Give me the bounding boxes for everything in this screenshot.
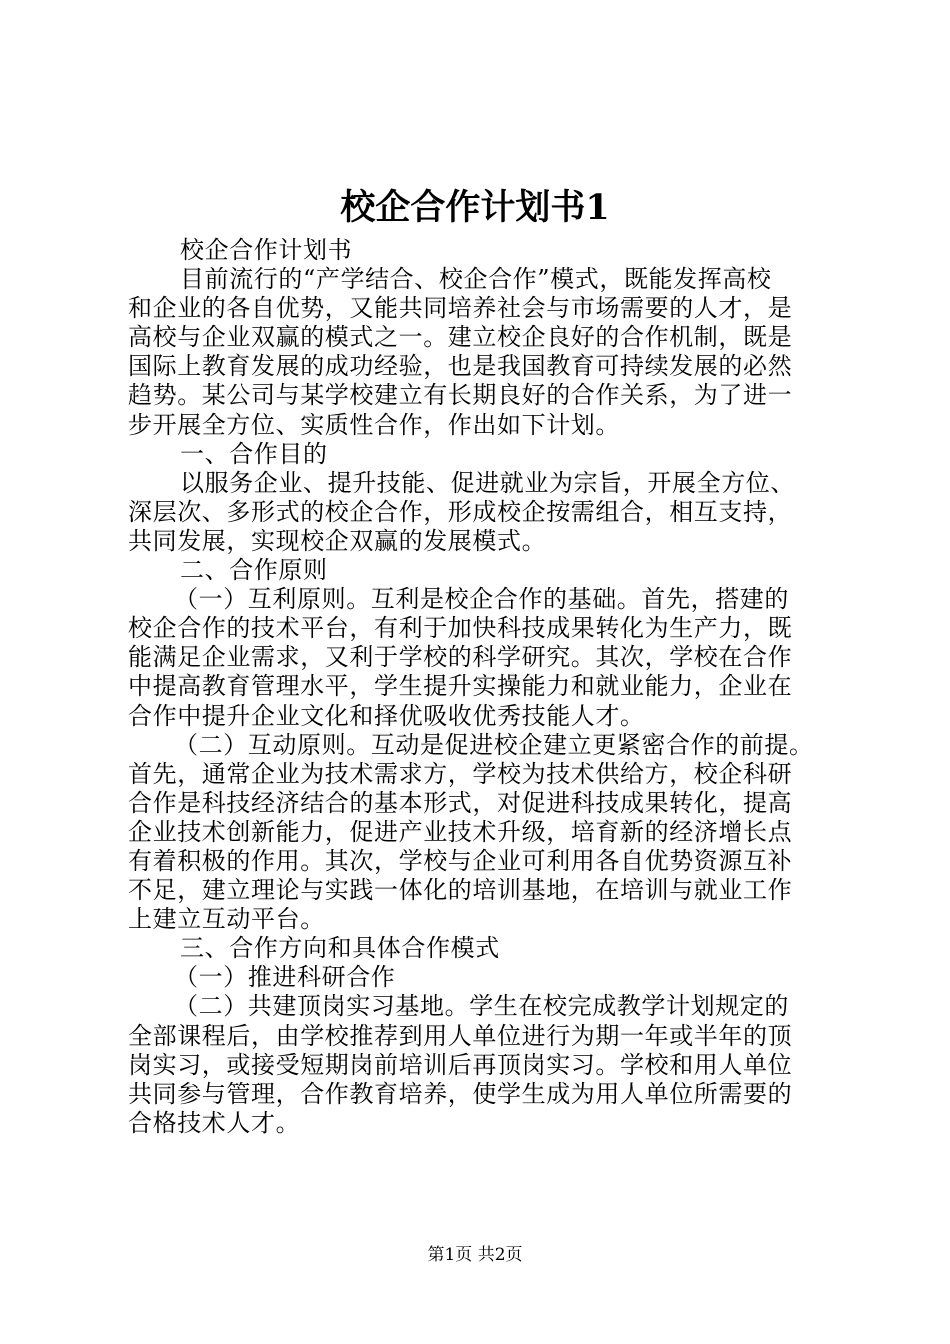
body-line: 目前流行的“产学结合、校企合作”模式，既能发挥高校 [180, 265, 772, 294]
body-line: 共同发展，实现校企双赢的发展模式。 [128, 526, 547, 555]
body-line: 共同参与管理，合作教育培养，使学生成为用人单位所需要的 [128, 1079, 793, 1108]
section-heading: 三、合作方向和具体合作模式 [180, 934, 500, 963]
body-line: （一）互利原则。互利是校企合作的基础。首先，搭建的 [174, 585, 789, 614]
body-line: 校企合作的技术平台，有利于加快科技成果转化为生产力，既 [128, 614, 793, 643]
subsection-heading: （一）推进科研合作 [174, 963, 396, 992]
body-line: 国际上教育发展的成功经验，也是我国教育可持续发展的必然 [128, 352, 793, 381]
body-line: 合作是科技经济结合的基本形式，对促进科技成果转化，提高 [128, 788, 793, 817]
body-line: 以服务企业、提升技能、促进就业为宗旨，开展全方位、 [180, 468, 795, 497]
body-line: 上建立互动平台。 [128, 905, 325, 934]
body-line: 企业技术创新能力，促进产业技术升级，培育新的经济增长点 [128, 817, 793, 846]
body-line: （二）共建顶岗实习基地。学生在校完成教学计划规定的 [174, 992, 789, 1021]
section-heading: 一、合作目的 [180, 439, 328, 468]
body-line: 中提高教育管理水平，学生提升实操能力和就业能力，企业在 [128, 672, 793, 701]
body-line: 全部课程后，由学校推荐到用人单位进行为期一年或半年的顶 [128, 1021, 793, 1050]
body-line: 合格技术人才。 [128, 1108, 301, 1137]
body-line: 深层次、多形式的校企合作，形成校企按需组合，相互支持， [128, 497, 793, 526]
body-line: 步开展全方位、实质性合作，作出如下计划。 [128, 410, 620, 439]
body-line: 高校与企业双赢的模式之一。建立校企良好的合作机制，既是 [128, 323, 793, 352]
body-line: 趋势。某公司与某学校建立有长期良好的合作关系，为了进一 [128, 381, 793, 410]
body-line: （二）互动原则。互动是促进校企建立更紧密合作的前提。 [174, 730, 814, 759]
body-line: 首先，通常企业为技术需求方，学校为技术供给方，校企科研 [128, 759, 793, 788]
body-line: 有着积极的作用。其次，学校与企业可利用各自优势资源互补 [128, 846, 793, 875]
body-line: 合作中提升企业文化和择优吸收优秀技能人才。 [128, 701, 645, 730]
body-line: 和企业的各自优势，又能共同培养社会与市场需要的人才，是 [128, 294, 793, 323]
body-line: 岗实习，或接受短期岗前培训后再顶岗实习。学校和用人单位 [128, 1050, 793, 1079]
document-title: 校企合作计划书1 [340, 187, 610, 228]
body-line: 不足，建立理论与实践一体化的培训基地，在培训与就业工作 [128, 876, 793, 905]
document-body [128, 236, 838, 1138]
section-heading: 二、合作原则 [180, 556, 328, 585]
body-line: 校企合作计划书 [180, 236, 353, 264]
page-footer: 第1页 共2页 [427, 1245, 523, 1265]
body-line: 能满足企业需求，又利于学校的科学研究。其次，学校在合作 [128, 643, 793, 672]
